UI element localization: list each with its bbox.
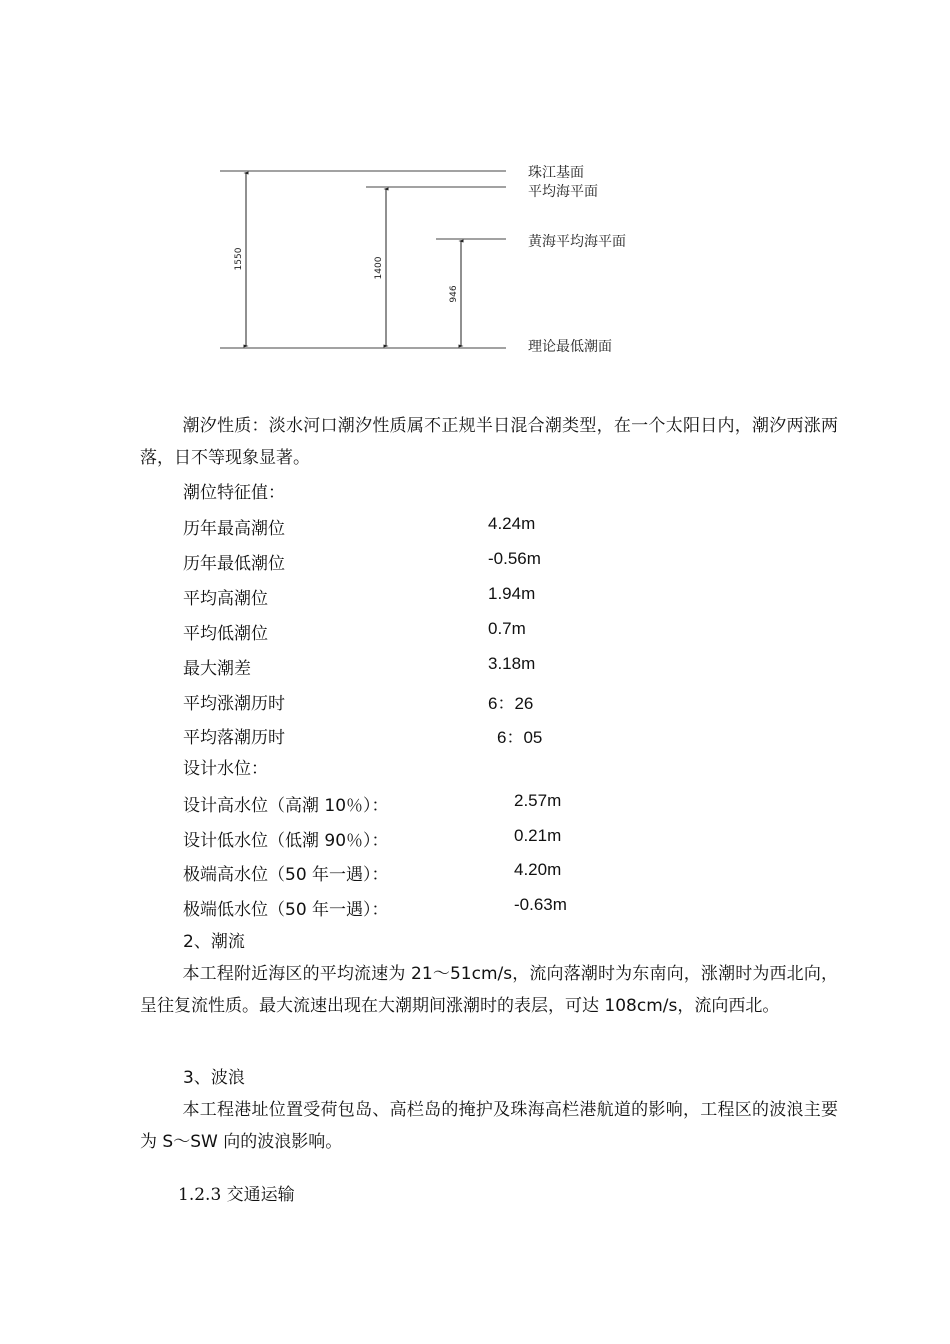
design-level-title: 设计水位： [183,759,268,779]
tide-char-value: 3.18m [488,654,536,673]
tide-char-label: 平均低潮位 [183,624,268,644]
design-level-label: 设计高水位（高潮 10％）： [183,796,389,816]
dim-value-1550: 1550 [234,247,244,271]
tide-char-value: 4.24m [488,514,536,533]
section-heading-transport: 1.2.3 交通运输 [178,1185,295,1205]
wave-section-title: 3、波浪 [183,1068,245,1088]
design-level-label: 设计低水位（低潮 90％）： [183,831,389,851]
design-level-value: 0.21m [514,826,562,845]
tide-char-value: -0.56m [488,549,541,568]
level-label-zhujiang: 珠江基面 [528,165,584,181]
design-level-label: 极端高水位（50 年一遇）： [183,865,389,885]
dim-value-1400: 1400 [374,256,384,280]
tide-char-label: 平均落潮历时 [183,728,285,748]
tide-char-value: 6：05 [497,728,543,747]
current-section-title: 2、潮流 [183,932,245,952]
design-level-label: 极端低水位（50 年一遇）： [183,900,389,920]
tide-char-label: 平均涨潮历时 [183,694,285,714]
design-level-value: 4.20m [514,860,562,879]
tide-char-value: 1.94m [488,584,536,603]
tide-char-value: 6：26 [488,694,534,713]
tide-char-value: 0.7m [488,619,526,638]
design-level-value: -0.63m [514,895,567,914]
current-paragraph: 本工程附近海区的平均流速为 21～51cm/s，流向落潮时为东南向，涨潮时为西北向，呈往复流性质。最大流速出现在大潮期间涨潮时的表层，可达 108cm/s，流向西北。 [140,964,838,1016]
tide-char-label: 历年最高潮位 [183,519,285,539]
level-label-yellow-sea: 黄海平均海平面 [528,234,626,250]
level-label-mean-sea: 平均海平面 [528,184,598,200]
tide-nature-paragraph: 潮汐性质：淡水河口潮汐性质属不正规半日混合潮类型，在一个太阳日内，潮汐两涨两落，日不等现象显著。 [140,416,838,468]
tide-char-title: 潮位特征值： [183,483,285,503]
level-label-lowest-tide: 理论最低潮面 [528,339,612,355]
design-level-value: 2.57m [514,791,562,810]
tide-char-label: 最大潮差 [183,659,251,679]
dim-value-946: 946 [449,285,459,303]
datum-levels-diagram [0,0,950,380]
tide-char-label: 历年最低潮位 [183,554,285,574]
tide-char-label: 平均高潮位 [183,589,268,609]
wave-paragraph: 本工程港址位置受荷包岛、高栏岛的掩护及珠海高栏港航道的影响，工程区的波浪主要为 S～SW 向的波浪影响。 [140,1100,838,1152]
